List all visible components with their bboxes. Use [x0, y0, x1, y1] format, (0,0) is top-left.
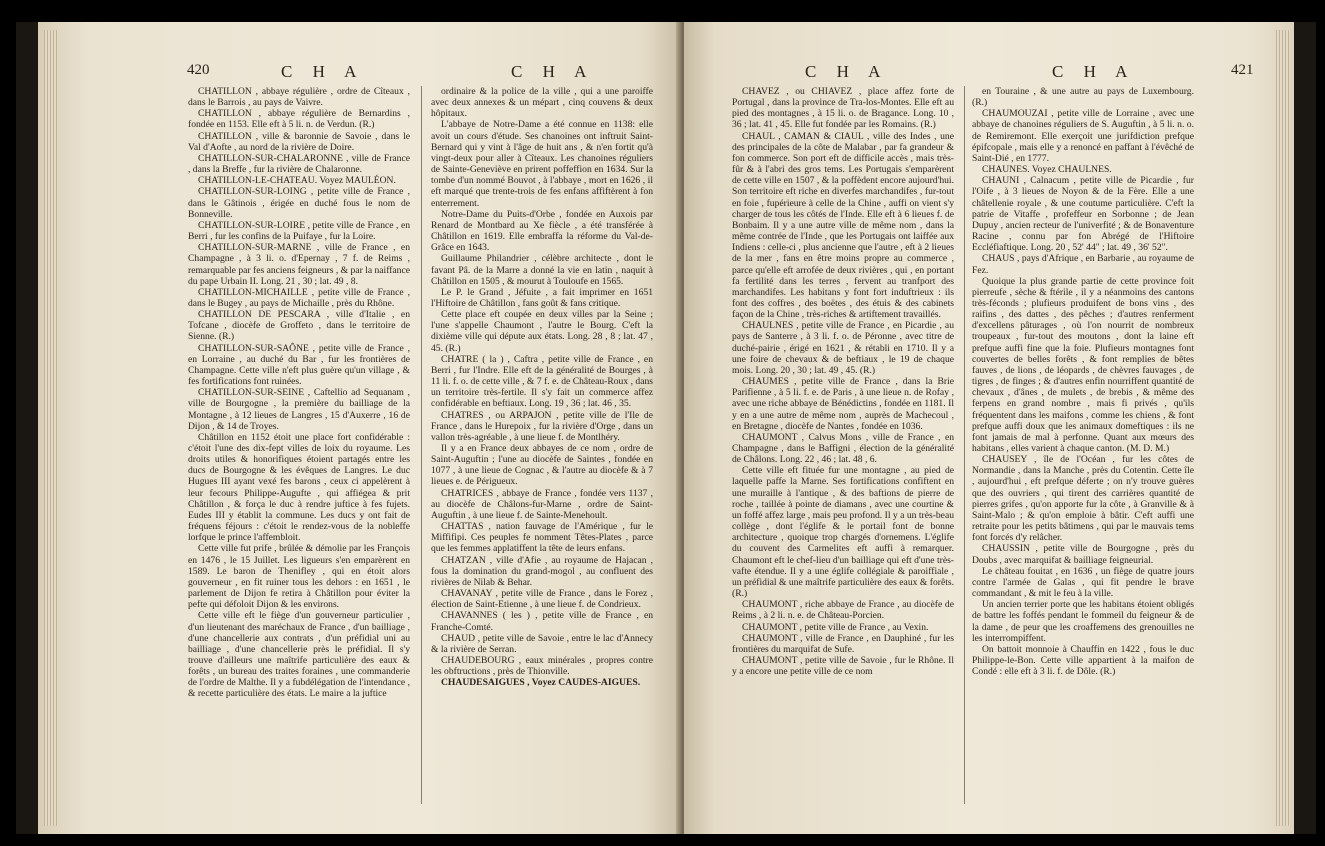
left-page-header — [38, 62, 681, 84]
running-head-right-col1: C H A — [805, 62, 889, 81]
entry-paragraph: Il y a en France deux abbayes de ce nom , ordre de Saint-Auguftin ; l'une au diocèfe de Saintes , fondée en 1077 , à une lieue de Cognac , & l'autre au diocèfe & à 7 lieues e. de Périgueux. — [431, 443, 653, 488]
entry-paragraph: CHATRES , ou ARPAJON , petite ville de l'Ile de France , dans le Hurepoix , fur la rivière d'Orge , dans un vallon très-agréable , à une lieue f. de Montlhéry. — [431, 409, 653, 443]
entry-paragraph: CHAUMONT , petite ville de Savoie , fur le Rhône. Il y a encore une petite ville de ce nom — [732, 654, 954, 678]
right-page-header — [684, 62, 1294, 84]
right-page-column-2 — [972, 86, 1194, 677]
entry-paragraph: Le château fouitat , en 1636 , un fiège de quatre jours contre l'armée de Galas , qui fit pendre le brave commandant , & mit le feu à la ville. — [972, 565, 1194, 600]
entry-paragraph: CHATILLON-SUR-CHALARONNE , ville de France , dans la Breffe , fur la rivière de Chalaronne. — [188, 152, 410, 176]
page-number-right: 421 — [1231, 62, 1254, 78]
entry-paragraph: Quoique la plus grande partie de cette province foit pierreufe , sèche & ftérile , il y a néanmoins des cantons très-féconds ; plufieurs produifent de bons vins , des raifins , des dattes , des pêches ; d'autres renferment d'excellens pâturages , où l'on nourrit de nombreux troupeaux , fur-tout des moutons , dont la laine eft prefque auffi fine que la foie. Plufieurs montagnes font couvertes de belles forêts , & font remplies de bêtes fauves , de lions , de léopards , de chèvres fauvages , de tigres , de finges ; & d'autres enfin nourriffent quantité de chevaux , d'ânes , de mulets , de brebis , & même des ferpens en grand nombre , mais fi privés , qu'ils fréquentent dans les maifons , comme les chiens , & font prefque auffi doux que les animaux domeftiques : ils ne font jamais de mal à perfonne. Quant aux mœurs des habitans , elles varient à chaque canton. (M. D. M.) — [972, 275, 1194, 454]
entry-paragraph: CHATRICES , abbaye de France , fondée vers 1137 , au diocèfe de Châlons-fur-Marne , ordre de Saint-Auguftin , à une lieue f. de Sainte-Menehoult. — [431, 487, 653, 521]
left-page-edges — [44, 30, 58, 826]
left-page-column-2 — [431, 86, 653, 688]
left-page — [38, 22, 681, 834]
open-book — [16, 22, 1316, 834]
column-rule — [964, 86, 965, 804]
entry-paragraph: CHAUSEY , île de l'Océan , fur les côtes de Normandie , dans la Manche , près du Cotentin. Cette île , aujourd'hui , eft prefque déferte ; on n'y trouve guères que des ouvriers , qui tirent des carrières quantité de pierres grifes , qu'on apporte fur la côte , à Granville & à Saint-Malo ; & qu'on emploie à bâtir. C'eft auffi une retraite pour les petits bâtimens , qui par le mauvais tems font forcés d'y relâcher. — [972, 454, 1194, 544]
entry-paragraph: CHATILLON-SUR-LOIRE , petite ville de France , en Berri , fur les confins de la Puifaye , fur la Loire. — [188, 219, 410, 243]
entry-paragraph: Châtillon en 1152 étoit une place fort confidérable : c'étoit l'une des dix-fept villes de loix du royaume. Les droits utiles & honorifiques étoient partagés entre les ducs de Bourgogne & les évêques de Langres. Le duc Hugues III ayant vexé fes barons , ceux ci appelèrent à leur fecours Philippe-Augufte , qui affiégea & prit Châtillon , & força le duc à rendre juftice à fes fujets. Eudes III y établit la commune. Les ducs y ont fait de fréquens féjours : c'étoit le rendez-vous de la nobleffe lorfque le prince l'affembloit. — [188, 431, 410, 544]
entry-paragraph: Cette ville eft le fiège d'un gouverneur particulier , d'un lieutenant des maréchaux de France , d'un bailliage , d'une chancellerie aux contrats , d'un préfidial uni au bailliage , d'une chancellerie près le préfidial. Il s'y trouve d'ailleurs une maîtrife particulière des eaux & forêts , un bureau des traites foraines , une commanderie de l'ordre de Malthe. Il y a fubdélégation de l'intendance , & recette particulière des états. Le maire a la juftice — [188, 610, 410, 700]
entry-paragraph: CHATILLON-MICHAILLE , petite ville de France , dans le Bugey , au pays de Michaille , près du Rhône. — [188, 286, 410, 309]
entry-paragraph: Guillaume Philandrier , célèbre architecte , dont le favant Pâ. de la Marre a donné la vie en latin , naquit à Châtillon en 1505 , & mourut à Touloufe en 1565. — [431, 253, 653, 287]
entry-paragraph: Cette place eft coupée en deux villes par la Seine ; l'une s'appelle Chaumont , l'autre le Bourg. C'eft la dixième ville qui députe aux états. Long. 28 , 8 ; lat. 47 , 45. (R.) — [431, 309, 653, 354]
right-page-edges — [1276, 30, 1290, 826]
entry-paragraph: CHATILLON-SUR-SEINE , Caftellio ad Sequanam , ville de Bourgogne , la première du bailliage de la Montagne , à 12 lieues de Langres , 15 d'Auxerre , 16 de Dijon , & 14 de Troyes. — [188, 387, 410, 432]
right-page-column-1 — [732, 86, 954, 677]
running-head-right-col2: C H A — [1052, 62, 1136, 81]
entry-paragraph: ordinaire & la police de la ville , qui a une paroiffe avec deux annexes & un mépart , cinq couvens & deux hôpitaux. — [431, 86, 653, 120]
entry-paragraph: CHATILLON-SUR-MARNE , ville de France , en Champagne , à 3 li. o. d'Epernay , 7 f. de Reims , remarquable par fes anciens feigneurs , & par la naiffance du pape Urbain II. Long. 21 , 30 ; lat. 49 , 8. — [188, 242, 410, 287]
entry-paragraph: CHATZAN , ville d'Afie , au royaume de Hajacan , fous la domination du grand-mogol , au confluent des rivières de Nilab & Behar. — [431, 554, 653, 588]
entry-paragraph: CHATILLON , ville & baronnie de Savoie , dans le Val d'Aofte , au nord de la rivière de Doire. — [188, 130, 410, 153]
entry-paragraph: Notre-Dame du Puits-d'Orbe , fondée en Auxois par Renard de Montbard au Xe fiècle , a été transférée à Châtillon en 1619. Elle embraffa la réforme du Val-de-Grâce en 1643. — [431, 208, 653, 254]
running-head-left-col1: C H A — [281, 62, 365, 81]
entry-paragraph: CHAUDEBOURG , eaux minérales , propres contre les obftructions , près de Thionville. — [431, 654, 653, 678]
left-page-column-1 — [188, 86, 410, 700]
entry-paragraph: CHAVANAY , petite ville de France , dans le Forez , élection de Saint-Etienne , à une lieue f. de Condrieux. — [431, 588, 653, 611]
entry-paragraph: Cette ville eft fituée fur une montagne , au pied de laquelle paffe la Marne. Ses fortifications confiftent en une muraille à l'antique , & des baftions de pierre de roche , taillée à pointe de diamans , avec une courtine & un foffé affez large , mais peu profond. Il y a un très-beau collège , dont l'églife & le portail font de bonne architecture , quoique trop chargés d'ornemens. L'églife du couvent des Carmelites eft auffi à remarquer. Chaumont eft le chef-lieu d'un bailliage qui eft d'une très-vafte étendue. Il y a une églife collégiale & paroiffiale , un préfidial & une maîtrife particulière des eaux & forêts. (R.) — [732, 465, 954, 600]
entry-paragraph: CHAUNES. Voyez CHAULNES. — [982, 164, 1112, 176]
entry-paragraph: L'abbaye de Notre-Dame a été connue en 1138: elle avoit un cours d'étude. Ses chanoines ont inftruit Saint-Bernard qui y vint à l'âge de huit ans , & n'en fortit qu'à vingt-deux pour aller à Cîteaux. Les chanoines réguliers de Sainte-Geneviève en prirent poffeffion en 1634. Sur la tombe d'un nommé Bouvot , à l'abbaye , mort en 1626 , il eft marqué que trente-trois de fes enfans affiftèrent à fon enterrement. — [431, 119, 653, 209]
entry-paragraph: CHAUS , pays d'Afrique , en Barbarie , au royaume de Fez. — [972, 253, 1194, 276]
page-number-left: 420 — [187, 62, 210, 78]
entry-paragraph: CHAUL , CAMAN & CIAUL , ville des Indes , une des principales de la côte de Malabar , par fa grandeur & fon commerce. Son port eft de difficile accès , mais très-fûr & à l'abri des gros tems. Les Portugais s'emparèrent de cette ville en 1507 , & la poffèdent encore aujourd'hui. Son territoire eft riche en diverfes marchandifes , fur-tout en foie , fupérieure à celle de la Chine , auffi on vient s'y charger de tous les côtés de l'Inde. Elle eft à 6 lieues f. de Bonbaim. Il y a une autre ville de même nom , dans la même contrée de l'Inde , que les Portugais ont laiffée aux Indiens : celle-ci , plus ancienne que l'autre , eft à 2 lieues de la mer , fans en être moins propre au commerce , parce qu'elle eft arrofée de deux rivières , qui , en portant fa fertilité dans les terres , fervent au tranfport des marchandifes. Les habitans y font fort induftrieux : ils font des coffres , des boëtes , des étuis & des cabinets façon de la Chine , très-riches & artiftement travaillés. — [732, 130, 954, 321]
entry-paragraph: CHATILLON-LE-CHATEAU. Voyez MAULÉON. — [198, 175, 396, 187]
entry-paragraph: Cette ville fut prife , brûlée & démolie par les François en 1476 , le 15 Juillet. Les ligueurs s'en emparèrent en 1589. Le baron de Thenifley , qui en étoit alors gouverneur , en fit ruiner tous les dehors : en 1651 , le parlement de Dijon fe retira à Châtillon pour éviter la pefte qui défoloit Dijon & les environs. — [188, 543, 410, 611]
entry-paragraph: CHATTAS , nation fauvage de l'Amérique , fur le Miffifipi. Ces peuples fe nomment Têtes-Plates , parce que les femmes applatiffent la tête de leurs enfans. — [431, 521, 653, 555]
entry-paragraph: CHATILLON DE PESCARA , ville d'Italie , en Tofcane , diocèfe de Groffeto , dans le territoire de Sienne. (R.) — [188, 309, 410, 343]
right-page — [684, 22, 1294, 834]
entry-paragraph: CHAUD , petite ville de Savoie , entre le lac d'Annecy & la rivière de Serran. — [431, 632, 653, 655]
entry-paragraph: CHAUMOUZAI , petite ville de Lorraine , avec une abbaye de chanoines réguliers de S. Auguftin , à 5 li. n. o. de Remiremont. Elle exerçoit une jurifdiction prefque épifcopale , mais elle y a renoncé en paffant à l'évêché de Saint-Dié , en 1777. — [972, 108, 1194, 164]
entry-paragraph: CHATILLON-SUR-SAÔNE , petite ville de France , en Lorraine , au duché du Bar , fur les frontières de Champagne. Cette ville n'eft plus guère qu'un village , & fes fortifications font ruinées. — [188, 342, 410, 388]
running-head-left-col2: C H A — [511, 62, 595, 81]
entry-paragraph: CHAUSSIN , petite ville de Bourgogne , près du Doubs , avec marquifat & bailliage feigneurial. — [972, 543, 1194, 566]
entry-paragraph: en Touraine , & une autre au pays de Luxembourg. (R.) — [972, 86, 1194, 109]
entry-paragraph: CHAULNES , petite ville de France , en Picardie , au pays de Santerre , à 3 li. f. o. de Péronne , avec titre de duché-pairie , érigé en 1621 , & rétabli en 1710. Il y a une foire de chevaux & de beftiaux , le 19 de chaque mois. Long. 20 , 30 ; lat. 49 , 45. (R.) — [732, 320, 954, 376]
entry-paragraph: Un ancien terrier porte que les habitans étoient obligés de battre les foffés pendant le fommeil du feigneur & de la dame , de peur que les croaffemens des grenouilles ne les interrompiffent. — [972, 599, 1194, 644]
entry-paragraph: CHATILLON , abbaye régulière de Bernardins , fondée en 1153. Elle eft à 5 li. n. de Verdun. (R.) — [188, 108, 410, 131]
entry-paragraph: Le P. le Grand , Jéfuite , a fait imprimer en 1651 l'Hiftoire de Châtillon , fans goût & fans critique. — [431, 286, 653, 309]
entry-paragraph: CHAVANNES ( les ) , petite ville de France , en Franche-Comté. — [431, 610, 653, 633]
entry-paragraph: CHAUMONT , ville de France , en Dauphiné , fur les frontières du marquifat de Sufe. — [732, 632, 954, 655]
entry-paragraph: CHAUMES , petite ville de France , dans la Brie Parifienne , à 5 li. f. e. de Paris , à une lieue n. de Rofay , avec une riche abbaye de Bénédictins , fondée en 1181. Il y en a une autre de même nom , auprès de Machecoul , en Bretagne , diocèfe de Nantes , fondée en 1036. — [732, 376, 954, 432]
entry-paragraph: CHATILLON , abbaye régulière , ordre de Cîteaux , dans le Barrois , au pays de Vaivre. — [188, 86, 410, 109]
entry-paragraph: CHATILLON-SUR-LOING , petite ville de France , dans le Gâtinois , érigée en duché fous le nom de Bonneville. — [188, 186, 410, 220]
entry-paragraph: CHAUMONT , Calvus Mons , ville de France , en Champagne , dans le Baffigni , élection de la généralité de Châlons. Long. 22 , 46 ; lat. 48 , 6. — [732, 431, 954, 466]
column-rule — [421, 86, 422, 804]
entry-paragraph: On battoit monnoie à Chauffin en 1422 , fous le duc Philippe-le-Bon. Cette ville appartient à la maifon de Condé : elle eft à 3 li. f. de Dôle. (R.) — [972, 643, 1194, 678]
entry-paragraph: CHAVEZ , ou CHIAVEZ , place affez forte de Portugal , dans la province de Tra-los-Montes. Elle eft au pied des montagnes , à 15 li. o. de Bragance. Long. 10 , 36 ; lat. 41 , 45. Elle fut fondée par les Romains. (R.) — [732, 86, 954, 131]
entry-paragraph: CHATRE ( la ) , Caftra , petite ville de France , en Berri , fur l'Indre. Elle eft de la généralité de Bourges , à 11 li. f. o. de cette ville , & 7 f. e. de Château-Roux , dans un territoire très-fertile. Il s'y fait un commerce affez confidérable en beftiaux. Long. 19 , 36 ; lat. 46 , 35. — [431, 353, 653, 410]
entry-paragraph: CHAUMONT , petite ville de France , au Vexin. — [742, 621, 929, 633]
entry-paragraph: CHAUDESAIGUES , Voyez CAUDES-AIGUES. — [441, 677, 641, 689]
entry-paragraph: CHAUMONT , riche abbaye de France , au diocèfe de Reims , à 2 li. n. e. de Château-Porcien. — [732, 599, 954, 622]
entry-paragraph: CHAUNI , Calnacum , petite ville de Picardie , fur l'Oife , à 3 lieues de Noyon & de la Fère. Elle a une châtellenie royale , & une coutume particulière. C'eft la patrie de Vitaffe , profeffeur en Sorbonne ; de Jean Dupuy , ancien recteur de l'univerfité ; & de Bonaventure Racine , connu par fon Abrégé de l'Hiftoire Eccléfiaftique. Long. 20 , 52' 44" ; lat. 49 , 36' 52". — [972, 175, 1194, 254]
